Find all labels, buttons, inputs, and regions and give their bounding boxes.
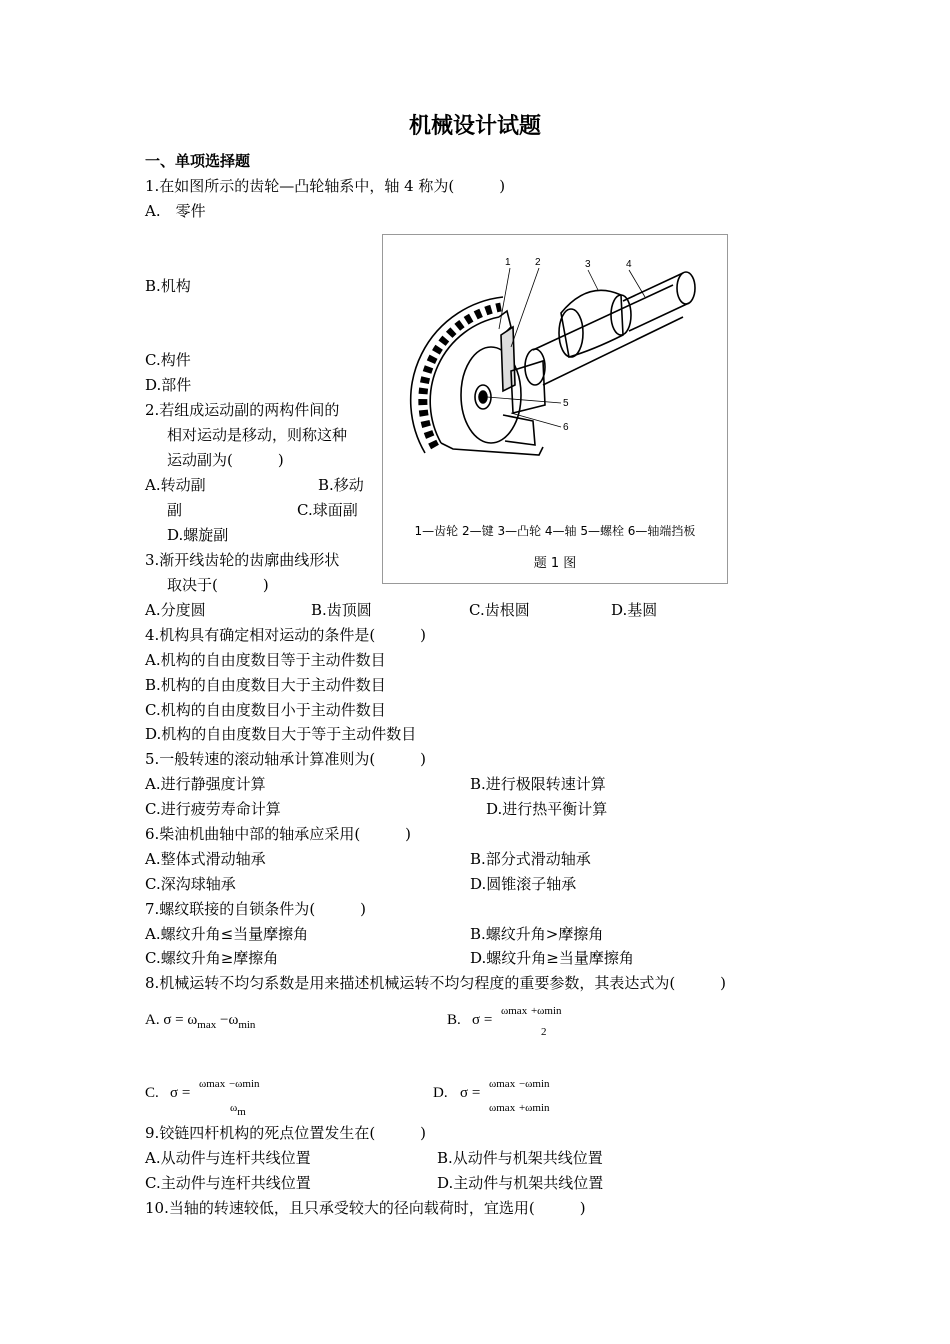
minus-sign: −: [518, 1078, 526, 1090]
omega-symbol: ω: [525, 1102, 533, 1114]
question-7-option-d: D.螺纹升角≥当量摩擦角: [470, 949, 634, 967]
omega-symbol: ω: [187, 1012, 198, 1028]
figure-legend: 1—齿轮 2—键 3—凸轮 4—轴 5—螺栓 6—轴端挡板: [414, 524, 696, 538]
subscript-max: max: [496, 1078, 516, 1090]
question-6-option-c: C.深沟球轴承: [145, 875, 236, 893]
omega-symbol: ω: [489, 1078, 497, 1090]
sigma-equals: σ =: [472, 1012, 493, 1028]
omega-symbol: ω: [228, 1012, 239, 1028]
question-7-option-c: C.螺纹升角≥摩擦角: [145, 949, 279, 967]
subscript-min: min: [532, 1102, 550, 1114]
question-4-option-a: A.机构的自由度数目等于主动件数目: [145, 651, 386, 669]
figure-label-2: 2: [535, 257, 541, 268]
question-2-option-b-cont: 副: [167, 501, 183, 519]
figure-label-4: 4: [626, 259, 632, 270]
question-8-option-c-numerator: [199, 1075, 260, 1092]
question-5-option-c: C.进行疲劳寿命计算: [145, 800, 281, 818]
subscript-min: min: [238, 1019, 256, 1031]
omega-symbol: ω: [489, 1102, 497, 1114]
figure-label-6: 6: [563, 422, 569, 433]
option-c-label: C.: [145, 1085, 159, 1101]
question-8-option-b-denominator: 2: [541, 1026, 547, 1038]
omega-symbol: ω: [525, 1078, 533, 1090]
minus-sign: −: [219, 1012, 229, 1028]
omega-symbol: ω: [235, 1078, 243, 1090]
question-6-stem: 6.柴油机曲轴中部的轴承应采用( ): [145, 825, 412, 843]
figure-label-1: 1: [505, 257, 511, 268]
question-1-option-d: D.部件: [145, 376, 192, 394]
subscript-m: m: [237, 1106, 246, 1118]
question-4-option-c: C.机构的自由度数目小于主动件数目: [145, 701, 386, 719]
sigma-equals: σ =: [170, 1085, 191, 1101]
question-8-option-b-label: [447, 1012, 461, 1029]
gear-cam-shaft-figure: [382, 234, 728, 584]
sigma-equals: σ =: [163, 1012, 184, 1028]
subscript-max: max: [496, 1102, 516, 1114]
question-7-option-b: B.螺纹升角>摩擦角: [470, 925, 604, 943]
plus-sign: +: [530, 1005, 538, 1017]
question-7-stem: 7.螺纹联接的自锁条件为( ): [145, 900, 367, 918]
question-3-option-c: C.齿根圆: [469, 601, 530, 619]
question-8-option-c-sigma: [170, 1085, 190, 1102]
question-2-stem: 2.若组成运动副的两构件间的: [145, 401, 340, 419]
question-8-stem: 8.机械运转不均匀系数是用来描述机械运转不均匀程度的重要参数，其表达式为( ): [145, 974, 727, 992]
question-8-option-b-numerator: [501, 1002, 562, 1019]
question-8-option-c-label: [145, 1085, 159, 1102]
question-4-option-b: B.机构的自由度数目大于主动件数目: [145, 676, 386, 694]
question-5-stem: 5.一般转速的滚动轴承计算准则为( ): [145, 750, 427, 768]
question-10-stem: 10.当轴的转速较低，且只承受较大的径向载荷时，宜选用( ): [145, 1199, 586, 1217]
question-2-option-b: B.移动: [318, 476, 364, 494]
question-2-option-d: D.螺旋副: [167, 526, 229, 544]
question-9-option-d: D.主动件与机架共线位置: [437, 1174, 604, 1192]
omega-symbol: ω: [537, 1005, 545, 1017]
question-6-option-a: A.整体式滑动轴承: [145, 850, 266, 868]
question-2-option-c: C.球面副: [297, 501, 358, 519]
question-5-option-a: A.进行静强度计算: [145, 775, 266, 793]
question-7-option-a: A.螺纹升角≤当量摩擦角: [145, 925, 309, 943]
figure-caption: 题 1 图: [533, 556, 577, 571]
question-8-option-d-sigma: [460, 1085, 480, 1102]
question-2-stem-line2: 相对运动是移动，则称这种: [167, 426, 348, 444]
page-title: 机械设计试题: [408, 113, 541, 139]
subscript-min: min: [242, 1078, 260, 1090]
figure-label-5: 5: [563, 398, 569, 409]
question-8-option-d-denominator: [489, 1099, 550, 1116]
question-4-option-d: D.机构的自由度数目大于等于主动件数目: [145, 725, 417, 743]
option-d-label: D.: [433, 1085, 448, 1101]
question-8-option-b-sigma: [472, 1012, 492, 1029]
question-9-stem: 9.铰链四杆机构的死点位置发生在( ): [145, 1124, 427, 1142]
option-a-label: A.: [145, 1012, 160, 1028]
question-1-option-c: C.构件: [145, 351, 191, 369]
minus-sign: −: [228, 1078, 236, 1090]
question-1-option-b: B.机构: [145, 277, 191, 295]
subscript-max: max: [206, 1078, 226, 1090]
question-4-stem: 4.机构具有确定相对运动的条件是( ): [145, 626, 427, 644]
question-2-option-a: A.转动副: [145, 476, 206, 494]
question-5-option-b: B.进行极限转速计算: [470, 775, 606, 793]
subscript-min: min: [532, 1078, 550, 1090]
question-3-option-b: B.齿顶圆: [311, 601, 372, 619]
question-8-option-c-denominator: [230, 1099, 246, 1118]
figure-label-3: 3: [585, 259, 591, 270]
omega-symbol: ω: [230, 1102, 238, 1114]
subscript-min: min: [544, 1005, 562, 1017]
question-2-stem-line3: 运动副为( ): [167, 451, 284, 469]
question-8-option-a: [145, 1012, 255, 1031]
question-3-option-a: A.分度圆: [145, 601, 206, 619]
question-6-option-d: D.圆锥滚子轴承: [470, 875, 577, 893]
question-3-stem: 3.渐开线齿轮的齿廓曲线形状: [145, 551, 340, 569]
question-9-option-a: A.从动件与连杆共线位置: [145, 1149, 311, 1167]
question-8-option-d-numerator: [489, 1075, 550, 1092]
subscript-max: max: [197, 1019, 217, 1031]
question-9-option-c: C.主动件与连杆共线位置: [145, 1174, 311, 1192]
plus-sign: +: [518, 1102, 526, 1114]
question-1-stem: 1.在如图所示的齿轮—凸轮轴系中，轴 4 称为( ): [145, 177, 506, 195]
question-1-option-a: A. 零件: [145, 202, 206, 220]
option-b-label: B.: [447, 1012, 461, 1028]
omega-symbol: ω: [199, 1078, 207, 1090]
omega-symbol: ω: [501, 1005, 509, 1017]
question-3-stem-line2: 取决于( ): [167, 576, 269, 594]
question-6-option-b: B.部分式滑动轴承: [470, 850, 591, 868]
question-5-option-d: D.进行热平衡计算: [486, 800, 608, 818]
sigma-equals: σ =: [460, 1085, 481, 1101]
question-9-option-b: B.从动件与机架共线位置: [437, 1149, 603, 1167]
section-heading: 一、单项选择题: [145, 152, 251, 170]
subscript-max: max: [508, 1005, 528, 1017]
question-8-option-d-label: [433, 1085, 448, 1102]
question-3-option-d: D.基圆: [611, 601, 658, 619]
